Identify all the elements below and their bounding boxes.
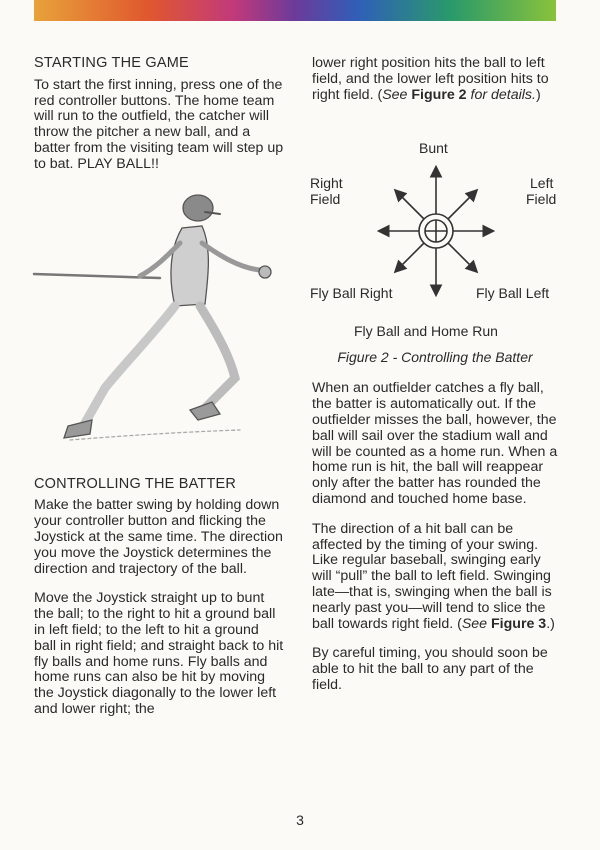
paragraph-continued (312, 56, 564, 103)
timing-see: See (461, 615, 492, 632)
paragraph-controlling-2: Move the Joystick straight up to bunt the ball; to the right to hit a ground ball in left field; to the left to hit a ground ball in right field; and straight back to hit fly balls and home runs. Fly balls and home runs can also be hit by moving the Joystick diagonally to the lower left and lower right; the (34, 590, 284, 717)
joystick-arrows (374, 162, 498, 300)
timing-close: .) (546, 615, 555, 632)
label-fly-ball-right: Fly Ball Right (310, 285, 393, 301)
heading-controlling-the-batter: CONTROLLING THE BATTER (34, 475, 237, 492)
figure-2-caption: Figure 2 - Controlling the Batter (337, 349, 533, 365)
timing-text: The direction of a hit ball can be affected by the timing of your swing. Like regular baseball, swinging early will “pull” the ball to left field. Swinging late—that is, swinging when the ball is nearly past you—will tend to slice the ball towards right field. ( (312, 520, 552, 632)
figure-2-reference: Figure 2 (411, 86, 467, 103)
figure-2-joystick-diagram (304, 132, 566, 372)
rainbow-header-bar (34, 0, 556, 21)
paragraph-timing (312, 522, 564, 633)
continued-text: lower right position hits the ball to left field, and the lower left position hits to right field. ( (312, 55, 549, 103)
label-bunt: Bunt (419, 140, 448, 156)
label-right-field-1: Right (310, 175, 343, 191)
paragraph-controlling-1: Make the batter swing by holding down your controller button and flicking the Joystick at the same time. The direction you move the Joystick determines the direction and trajectory of the ball. (34, 497, 283, 577)
paragraph-starting: To start the first inning, press one of the red controller buttons. The home team will run to the outfield, the catcher will throw the pitcher a new ball, and a batter from the visiting team will step up to bat. PLAY BALL!! (34, 76, 284, 172)
figure-3-reference: Figure 3 (491, 615, 547, 632)
continued-see: See (382, 86, 412, 103)
label-fly-ball-home-run: Fly Ball and Home Run (354, 323, 498, 339)
paragraph-fly-ball: When an outfielder catches a fly ball, the batter is automatically out. If the outfielder misses the ball, however, the ball will sail over the stadium wall and will be counted as a home run. When a home run is hit, the ball will reappear only after the batter has rounded the diamond and touched home base. (312, 380, 558, 507)
label-fly-ball-left: Fly Ball Left (476, 285, 550, 301)
batter-illustration (30, 188, 280, 450)
label-left-field-2: Field (526, 191, 557, 207)
continued-details: for details. (466, 86, 536, 103)
label-left-field-1: Left (530, 175, 554, 191)
paragraph-careful-timing: By careful timing, you should soon be able to hit the ball to any part of the field. (312, 645, 548, 693)
continued-close: ) (535, 86, 541, 103)
heading-starting-the-game: STARTING THE GAME (34, 55, 189, 71)
page-number: 3 (296, 812, 304, 828)
label-right-field-2: Field (310, 191, 341, 207)
